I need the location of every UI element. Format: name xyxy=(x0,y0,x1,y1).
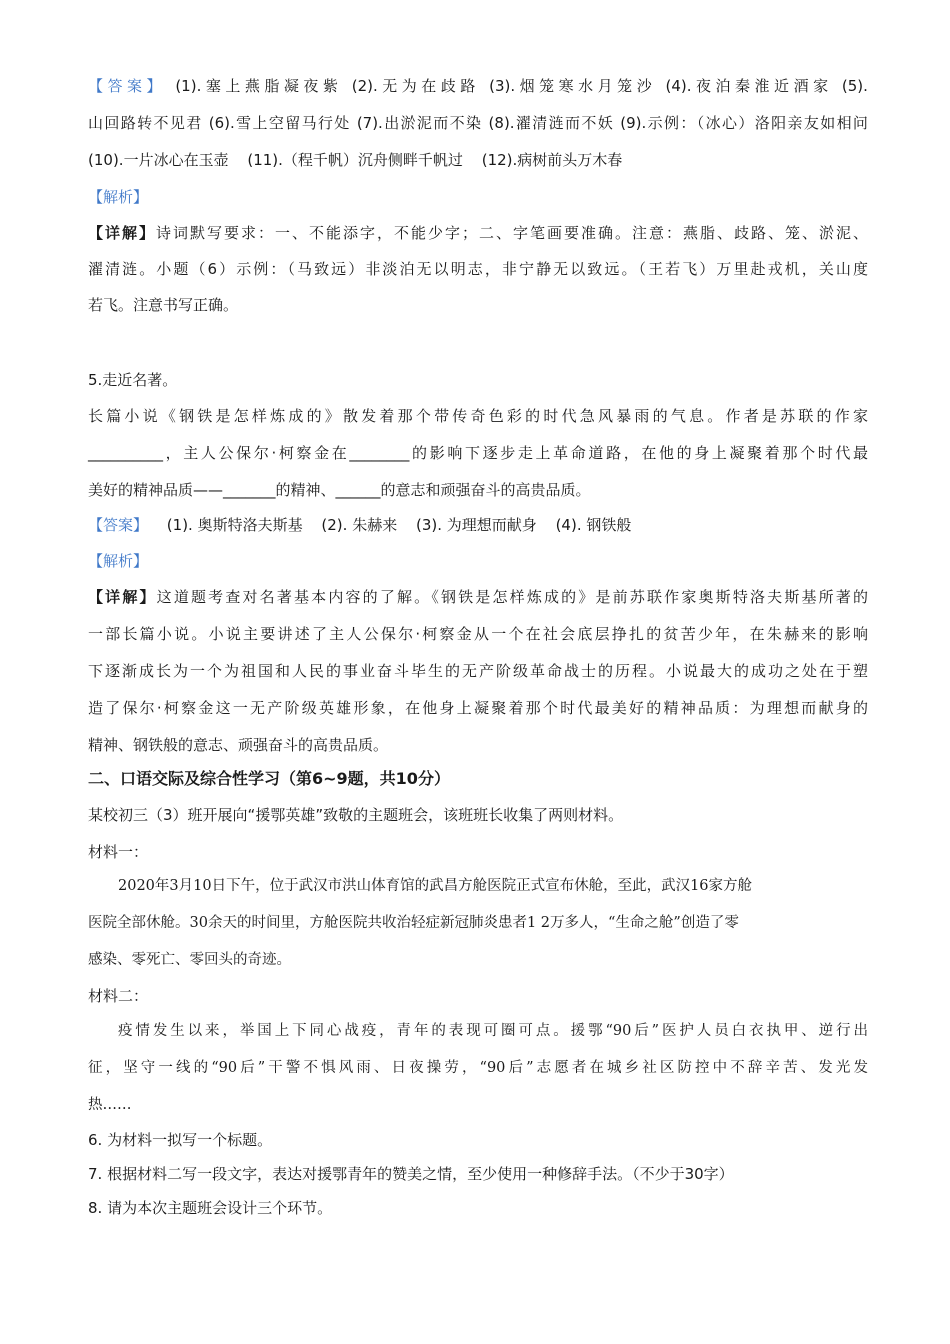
answer-num: (3). xyxy=(489,77,516,95)
answer-text: 朱赫来 xyxy=(352,516,398,534)
answer-num: (1). xyxy=(175,77,202,95)
q5-body-line-3: 美好的精神品质——_______的精神、______的意志和顽强奋斗的高贵品质。 xyxy=(88,481,591,499)
answer-tag: 【答案】 xyxy=(88,77,167,95)
material1-line-1: 2020年3月10日下午，位于武汉市洪山体育馆的武昌方舱医院正式宣布休舱，至此，武汉16家方舱 xyxy=(118,878,753,894)
q4-answer-line-2 xyxy=(88,113,868,133)
question-7: 7. 根据材料二写一段文字，表达对援鄂青年的赞美之情，至少使用一种修辞手法。（不少于30字） xyxy=(88,1165,734,1183)
answer-num: (10). xyxy=(88,151,124,169)
answer-tag: 【答案】 xyxy=(88,516,149,534)
answer-text: 无为在歧路 xyxy=(377,77,480,95)
answer-num: (4). xyxy=(665,77,692,95)
q5-detail-line-3: 下逐渐成长为一个为祖国和人民的事业奋斗毕生的无产阶级革命战士的历程。小说最大的成功之处在于塑 xyxy=(88,662,868,680)
q4-detail-line-3: 若飞。注意书写正确。 xyxy=(88,296,239,314)
answer-text: 雪上空留马行处 xyxy=(234,114,351,132)
q4-answer-line-1 xyxy=(88,76,868,96)
answer-num: (3). xyxy=(415,516,442,534)
answer-text: 山回路转不见君 xyxy=(88,114,203,132)
analysis-tag: 【解析】 xyxy=(88,552,149,570)
q5-detail-line-4: 造了保尔·柯察金这一无产阶级英雄形象，在他身上凝聚着那个时代最美好的精神品质：为理想而献身的 xyxy=(88,699,868,717)
q5-detail-line-1 xyxy=(88,587,868,607)
q4-answer-line-3 xyxy=(88,150,868,170)
answer-num: (6). xyxy=(208,114,235,132)
q5-body-line-1: 长篇小说《钢铁是怎样炼成的》散发着那个带传奇色彩的时代急风暴雨的气息。作者是苏联的作家 xyxy=(88,407,868,425)
answer-num: (11). xyxy=(247,151,283,169)
analysis-tag: 【解析】 xyxy=(88,188,149,206)
section-intro: 某校初三（3）班开展向“援鄂英雄”致敬的主题班会，该班班长收集了两则材料。 xyxy=(88,806,624,824)
answer-text: （程千帆）沉舟侧畔千帆过 xyxy=(282,151,463,169)
detail-tag: 【详解】 xyxy=(88,588,157,606)
answer-text: 奥斯特洛夫斯基 xyxy=(197,516,303,534)
answer-num: (4). xyxy=(555,516,582,534)
answer-num: (5). xyxy=(841,77,868,95)
q5-detail-line-5: 精神、钢铁般的意志、顽强奋斗的高贵品质。 xyxy=(88,736,389,754)
detail-text: 诗词默写要求：一、不能添字，不能少字；二、字笔画要准确。注意：燕脂、歧路、笼、淤泥、 xyxy=(156,224,868,242)
answer-text: 濯清涟而不妖 xyxy=(514,114,615,132)
section-heading: 二、口语交际及综合性学习（第6~9题，共10分） xyxy=(88,769,450,788)
material1-line-2: 医院全部休舱。30余天的时间里，方舱医院共收治轻症新冠肺炎患者1 2万多人，“生命之舱”创造了零 xyxy=(88,915,739,931)
question-8: 8. 请为本次主题班会设计三个环节。 xyxy=(88,1199,333,1217)
answer-num: (8). xyxy=(488,114,515,132)
answer-text: 示例：（冰心）洛阳亲友如相问 xyxy=(646,114,868,132)
material2-line-2: 征，坚守一线的“90后”干警不惧风雨、日夜操劳，“90后”志愿者在城乡社区防控中不辞辛苦、发光发 xyxy=(88,1060,868,1076)
material2-line-3: 热…… xyxy=(88,1097,132,1113)
q5-detail-line-2: 一部长篇小说。小说主要讲述了主人公保尔·柯察金从一个在社会底层挣扎的贫苦少年，在朱赫来的影响 xyxy=(88,625,868,643)
answer-text: 病树前头万木春 xyxy=(517,151,623,169)
q4-detail-line-1 xyxy=(88,223,868,243)
answer-num: (2). xyxy=(351,77,378,95)
detail-text: 这道题考查对名著基本内容的了解。《钢铁是怎样炼成的》是前苏联作家奥斯特洛夫斯基所著的 xyxy=(156,588,868,606)
detail-tag: 【详解】 xyxy=(88,224,156,242)
material1-line-3: 感染、零死亡、零回头的奇迹。 xyxy=(88,952,291,968)
material2-label: 材料二： xyxy=(88,987,149,1005)
q5-title: 5.走近名著。 xyxy=(88,371,178,389)
answer-text: 一片冰心在玉壶 xyxy=(123,151,229,169)
material2-line-1: 疫情发生以来，举国上下同心战疫，青年的表现可圈可点。援鄂“90后”医护人员白衣执甲、逆行出 xyxy=(118,1023,868,1039)
answer-num: (12). xyxy=(481,151,518,169)
answer-num: (7). xyxy=(356,114,383,132)
answer-text: 钢铁般 xyxy=(586,516,632,534)
q5-body-line-2: __________，主人公保尔·柯察金在________的影响下逐步走上革命道路，在他的身上凝聚着那个时代最 xyxy=(88,444,868,462)
question-6: 6. 为材料一拟写一个标题。 xyxy=(88,1131,273,1149)
q5-answer-line xyxy=(88,515,868,535)
answer-text: 塞上燕脂凝夜紫 xyxy=(201,77,343,95)
answer-num: (2). xyxy=(321,516,348,534)
answer-text: 烟笼寒水月笼沙 xyxy=(515,77,657,95)
answer-text: 为理想而献身 xyxy=(446,516,537,534)
answer-num: (9). xyxy=(620,114,647,132)
material1-label: 材料一： xyxy=(88,843,149,861)
answer-text: 夜泊秦淮近酒家 xyxy=(691,77,833,95)
q4-detail-line-2: 濯清涟。小题（6）示例：（马致远）非淡泊无以明志，非宁静无以致远。（王若飞）万里赴戎机，关山度 xyxy=(88,260,868,278)
answer-num: (1). xyxy=(166,516,193,534)
answer-text: 出淤泥而不染 xyxy=(382,114,483,132)
